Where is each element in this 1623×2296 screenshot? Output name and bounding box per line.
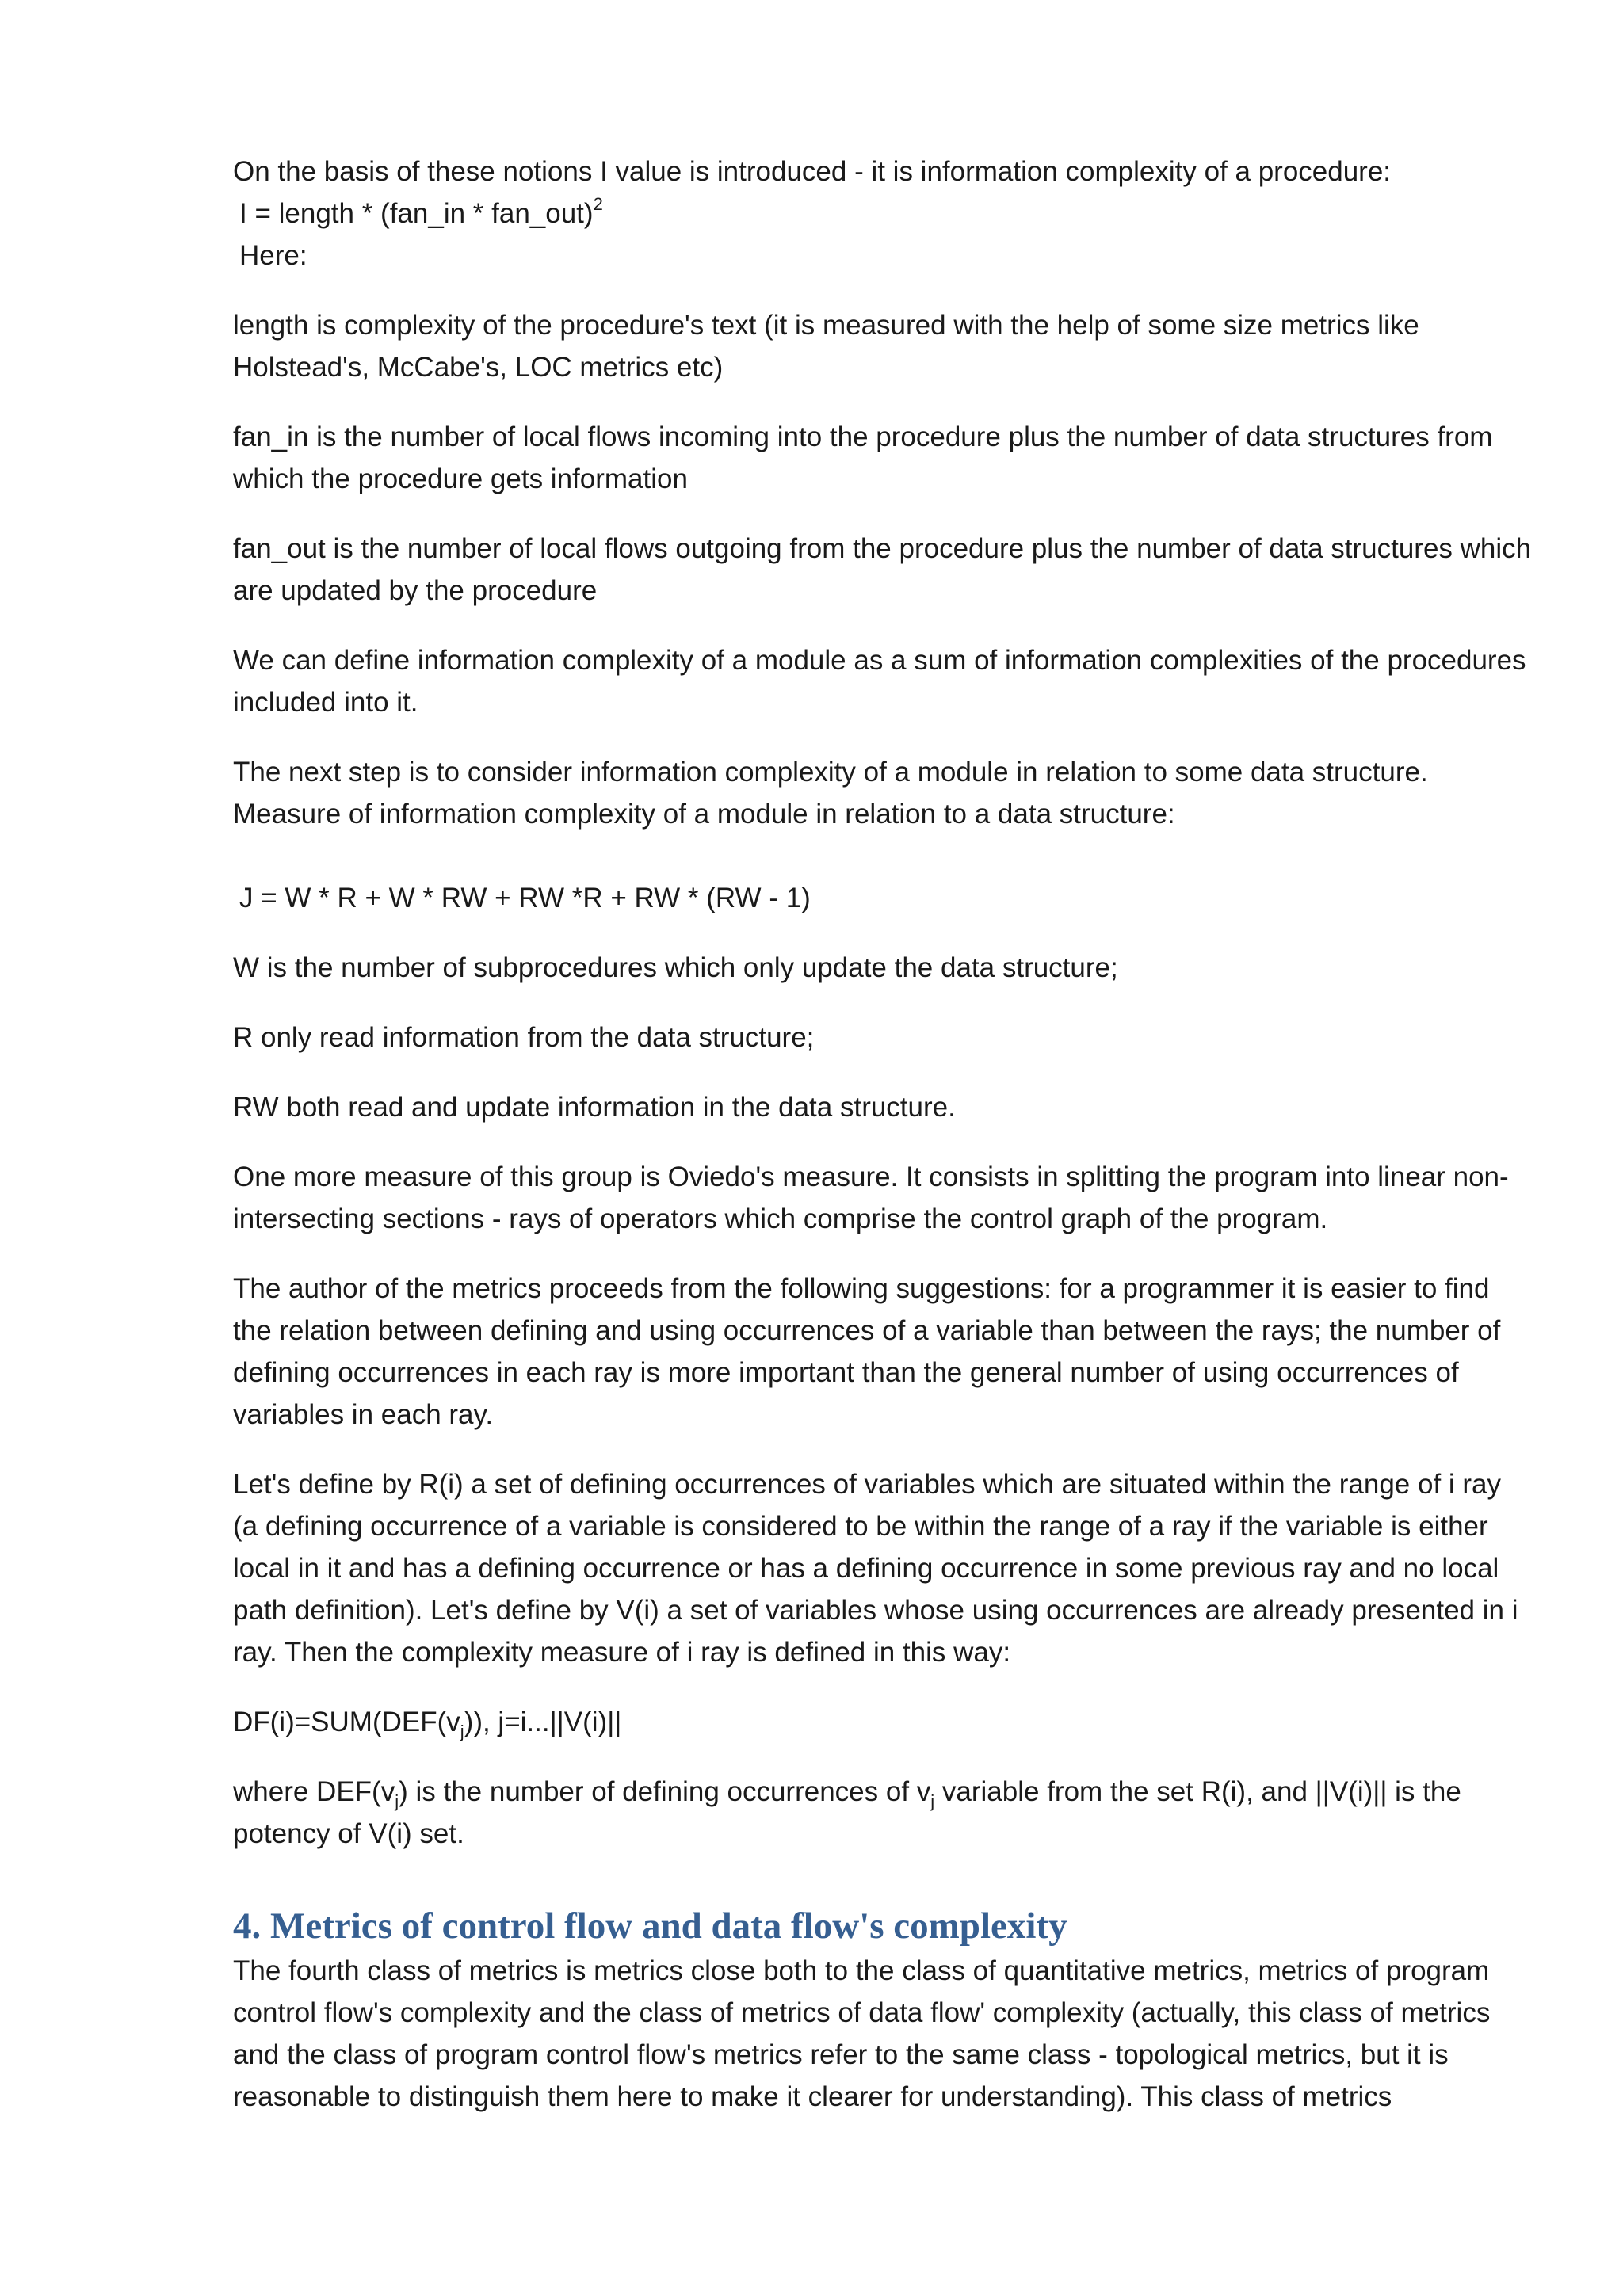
formula-i-base: I = length * (fan_in * fan_out) (239, 198, 594, 229)
oviedo-paragraph: One more measure of this group is Oviedo's measure. It consists in splitting the program into linear non-intersecting sections - rays of operators which comprise the control graph of the program. (233, 1161, 1509, 1234)
formula-df (233, 1701, 1533, 1743)
where-part3: variable from the set R(i), and ||V(i)|| is the potency of V(i) set. (233, 1776, 1461, 1849)
definition-r: R only read information from the data structure; (233, 1022, 815, 1053)
definition-w: W is the number of subprocedures which only update the data structure; (233, 952, 1118, 983)
where-subscript-1: j (395, 1791, 399, 1811)
where-part2: ) is the number of defining occurrences of v (399, 1776, 931, 1807)
formula-j: J = W * R + W * RW + RW *R + RW * (RW - 1) (239, 883, 811, 913)
definition-length: length is complexity of the procedure's text (it is measured with the help of some size metrics like Holstead's, McCabe's, LOC metrics etc) (233, 310, 1419, 383)
document-page (233, 151, 1533, 2145)
formula-df-subscript: j (460, 1722, 464, 1741)
definition-fan-out: fan_out is the number of local flows outgoing from the procedure plus the number of data structures which are updated by the procedure (233, 533, 1532, 606)
formula-df-part1: DF(i)=SUM(DEF(v (233, 1707, 460, 1737)
section-heading: 4. Metrics of control flow and data flow's complexity (233, 1905, 1067, 1947)
lets-define-paragraph: Let's define by R(i) a set of defining occurrences of variables which are situated within the range of i ray (a defining occurrence of a variable is considered to be within the range of a ray if the variable is either local in it and has a defining occurrence or has a defining occurrence in some previous ray and no local path definition). Let's define by V(i) a set of variables whose using occurrences are already presented in i ray. Then the complexity measure of i ray is defined in this way: (233, 1469, 1518, 1668)
where-part1: where DEF(v (233, 1776, 395, 1807)
definition-fan-in: fan_in is the number of local flows incoming into the procedure plus the number of data structures from which the procedure gets information (233, 421, 1493, 494)
fourth-class-paragraph: The fourth class of metrics is metrics close both to the class of quantitative metrics, metrics of program control flow's complexity and the class of metrics of data flow' complexity (actually, this class of metrics and the class of program control flow's metrics refer to the same class - topological metrics, but it is reasonable to distinguish them here to make it clearer for understanding). This class of metrics (233, 1955, 1491, 2112)
author-paragraph: The author of the metrics proceeds from the following suggestions: for a programmer it is easier to find the relation between defining and using occurrences of a variable than between the rays; the number of defining occurrences in each ray is more important than the general number of using occurrences of variables in each ray. (233, 1273, 1501, 1430)
definition-rw: RW both read and update information in the data structure. (233, 1092, 956, 1123)
formula-i (233, 193, 1533, 235)
intro-paragraph: On the basis of these notions I value is introduced - it is information complexity of a procedure: (233, 156, 1392, 187)
here-label: Here: (239, 240, 307, 271)
formula-df-part2: )), j=i...||V(i)|| (464, 1707, 622, 1737)
module-complexity-paragraph: We can define information complexity of a module as a sum of information complexities of the procedures included into it. (233, 645, 1526, 718)
next-step-paragraph: The next step is to consider information complexity of a module in relation to some data structure. Measure of information complexity of a module in relation to a data structure: (233, 757, 1428, 830)
formula-i-exponent: 2 (593, 194, 603, 214)
where-subscript-2: j (930, 1791, 935, 1811)
where-paragraph (233, 1771, 1533, 1855)
